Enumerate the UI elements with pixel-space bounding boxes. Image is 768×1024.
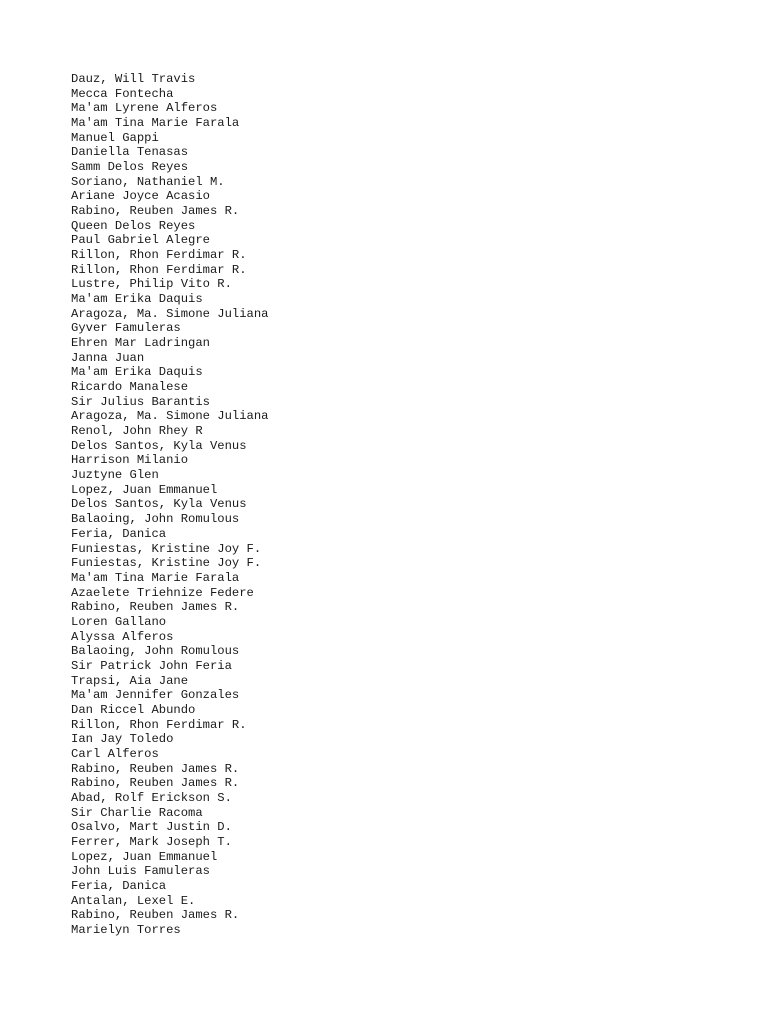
- name-line: Feria, Danica: [71, 878, 167, 893]
- name-line: Ehren Mar Ladringan: [71, 336, 210, 351]
- name-line: Antalan, Lexel E.: [71, 893, 196, 908]
- name-line: Harrison Milanio: [71, 453, 189, 468]
- name-line: Lopez, Juan Emmanuel: [71, 482, 218, 497]
- name-line: Sir Patrick John Feria: [71, 658, 232, 673]
- name-line: Funiestas, Kristine Joy F.: [71, 556, 262, 571]
- name-line: Aragoza, Ma. Simone Juliana: [71, 306, 269, 321]
- name-line: Ma'am Tina Marie Farala: [71, 570, 240, 585]
- name-line: Ma'am Erika Daquis: [71, 292, 203, 307]
- name-line: Janna Juan: [71, 350, 145, 365]
- name-line: Rabino, Reuben James R.: [71, 600, 240, 615]
- name-line: Rillon, Rhon Ferdimar R.: [71, 262, 247, 277]
- name-line: Renol, John Rhey R: [71, 424, 203, 439]
- name-line: Ricardo Manalese: [71, 380, 189, 395]
- name-line: Abad, Rolf Erickson S.: [71, 790, 232, 805]
- name-line: Ma'am Jennifer Gonzales: [71, 688, 240, 703]
- name-line: Ma'am Lyrene Alferos: [71, 101, 218, 116]
- name-line: Paul Gabriel Alegre: [71, 233, 210, 248]
- name-line: Sir Charlie Racoma: [71, 805, 203, 820]
- name-line: Dan Riccel Abundo: [71, 702, 196, 717]
- name-line: Rabino, Reuben James R.: [71, 776, 240, 791]
- name-line: Balaoing, John Romulous: [71, 512, 240, 527]
- name-line: Ariane Joyce Acasio: [71, 189, 210, 204]
- name-line: Ma'am Erika Daquis: [71, 365, 203, 380]
- name-line: Marielyn Torres: [71, 922, 181, 937]
- name-line: Rillon, Rhon Ferdimar R.: [71, 717, 247, 732]
- name-line: Lopez, Juan Emmanuel: [71, 849, 218, 864]
- name-line: Ian Jay Toledo: [71, 732, 174, 747]
- name-line: Rabino, Reuben James R.: [71, 204, 240, 219]
- name-line: Aragoza, Ma. Simone Juliana: [71, 409, 269, 424]
- name-line: Mecca Fontecha: [71, 86, 174, 101]
- name-line: Sir Julius Barantis: [71, 394, 210, 409]
- name-line: Rillon, Rhon Ferdimar R.: [71, 248, 247, 263]
- name-line: Rabino, Reuben James R.: [71, 761, 240, 776]
- name-line: Samm Delos Reyes: [71, 160, 189, 175]
- name-list: [71, 72, 268, 938]
- name-line: Gyver Famuleras: [71, 321, 181, 336]
- name-line: Ferrer, Mark Joseph T.: [71, 834, 232, 849]
- name-line: Trapsi, Aia Jane: [71, 673, 189, 688]
- name-line: Loren Gallano: [71, 614, 167, 629]
- name-line: Azaelete Triehnize Federe: [71, 585, 254, 600]
- name-line: Queen Delos Reyes: [71, 218, 196, 233]
- name-line: Osalvo, Mart Justin D.: [71, 820, 232, 835]
- name-line: Soriano, Nathaniel M.: [71, 174, 225, 189]
- name-line: Lustre, Philip Vito R.: [71, 277, 232, 292]
- name-line: Funiestas, Kristine Joy F.: [71, 541, 262, 556]
- name-line: Rabino, Reuben James R.: [71, 908, 240, 923]
- name-line: Alyssa Alferos: [71, 629, 174, 644]
- name-line: Balaoing, John Romulous: [71, 644, 240, 659]
- name-line: Juztyne Glen: [71, 468, 159, 483]
- name-line: Delos Santos, Kyla Venus: [71, 438, 247, 453]
- name-line: Manuel Gappi: [71, 130, 159, 145]
- name-line: John Luis Famuleras: [71, 864, 210, 879]
- name-line: Carl Alferos: [71, 746, 159, 761]
- name-line: Dauz, Will Travis: [71, 72, 196, 86]
- name-line: Ma'am Tina Marie Farala: [71, 116, 240, 131]
- name-line: Delos Santos, Kyla Venus: [71, 497, 247, 512]
- name-line: Feria, Danica: [71, 526, 167, 541]
- name-line: Daniella Tenasas: [71, 145, 189, 160]
